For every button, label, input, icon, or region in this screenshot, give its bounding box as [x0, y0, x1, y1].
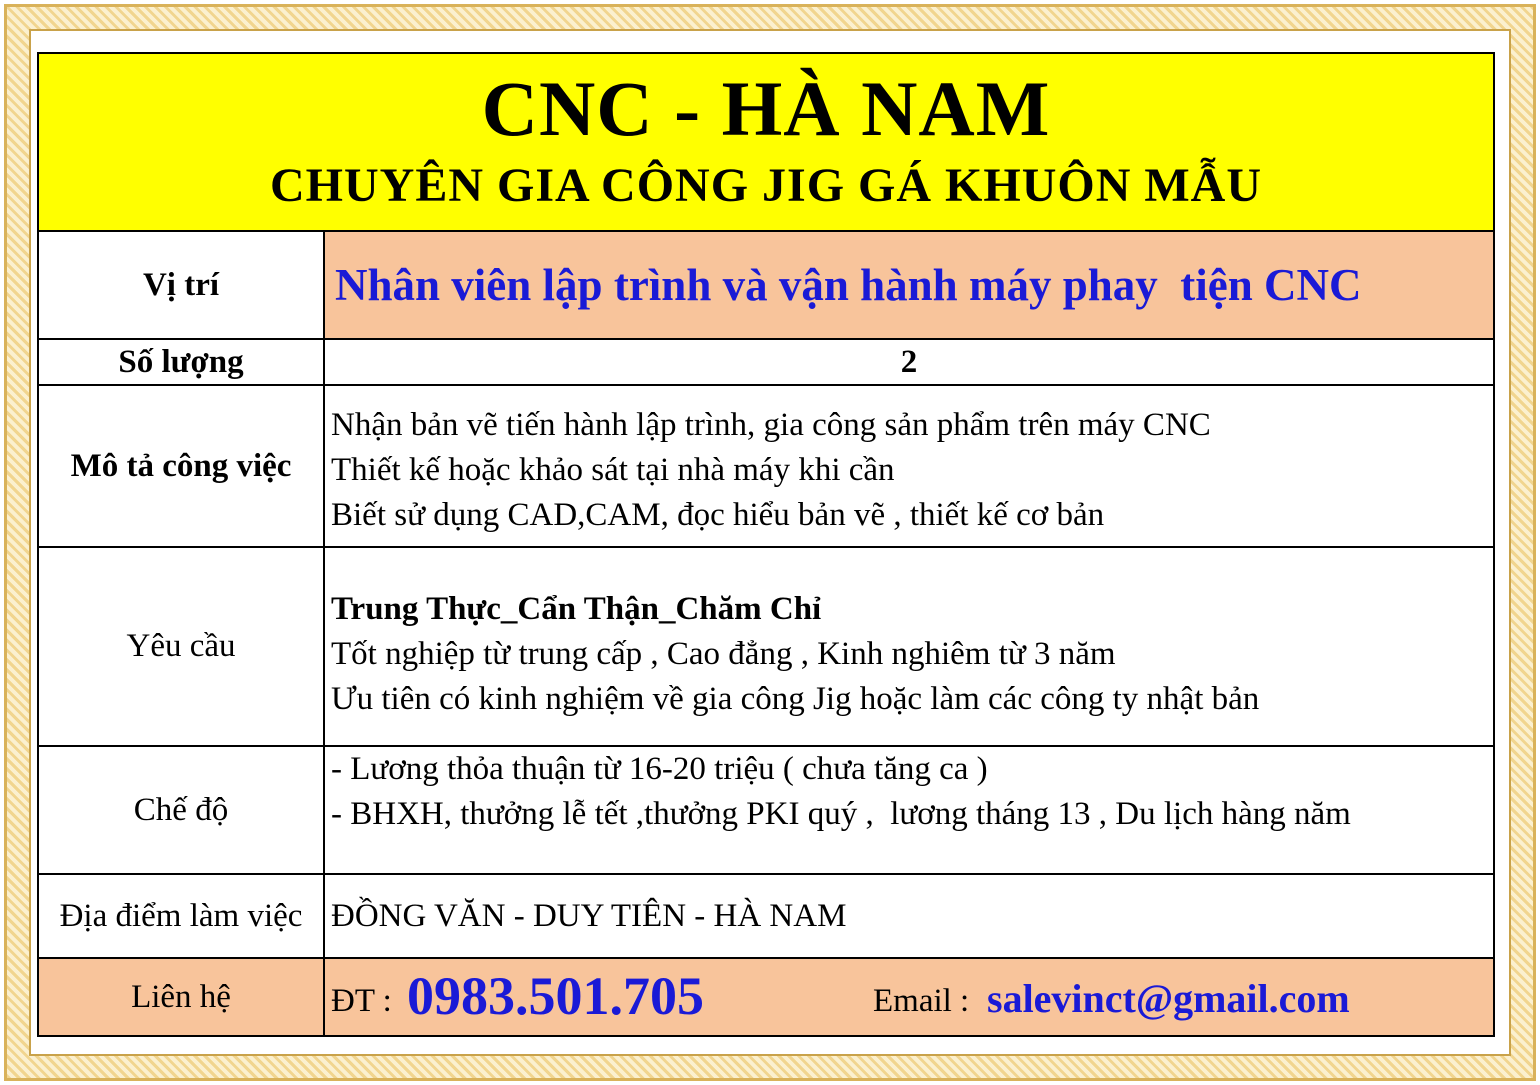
company-title: CNC - HÀ NAM: [481, 65, 1051, 152]
position-value: Nhân viên lập trình và vận hành máy phay tiện CNC: [335, 260, 1362, 310]
quantity-label: Số lượng: [39, 340, 325, 384]
header-banner: [39, 54, 1493, 232]
benefits-value-cell: [325, 747, 1493, 873]
row-description: [39, 386, 1493, 548]
row-requirements: [39, 548, 1493, 747]
location-value: ĐỒNG VĂN - DUY TIÊN - HÀ NAM: [331, 897, 847, 934]
description-line: Biết sử dụng CAD,CAM, đọc hiểu bản vẽ , thiết kế cơ bản: [331, 496, 1105, 533]
row-location: [39, 875, 1493, 959]
email-address[interactable]: salevinct@gmail.com: [987, 976, 1350, 1021]
position-value-cell: [325, 232, 1493, 338]
quantity-value: 2: [900, 343, 918, 380]
benefits-line: - Lương thỏa thuận từ 16-20 triệu ( chưa tăng ca ): [331, 751, 988, 787]
row-position: [39, 232, 1493, 340]
position-label: Vị trí: [39, 232, 325, 338]
phone-number[interactable]: 0983.501.705: [407, 966, 704, 1026]
requirements-line: Ưu tiên có kinh nghiệm về gia công Jig hoặc làm các công ty nhật bản: [331, 681, 1260, 717]
contact-label: Liên hệ: [39, 959, 325, 1035]
requirements-label: Yêu cầu: [39, 548, 325, 745]
requirements-line: Trung Thực_Cẩn Thận_Chăm Chỉ: [331, 591, 822, 627]
phone-prefix: ĐT :: [331, 983, 392, 1019]
row-benefits: [39, 747, 1493, 875]
contact-value-cell: [325, 959, 1493, 1035]
description-value-cell: [325, 386, 1493, 546]
location-value-cell: [325, 875, 1493, 957]
row-quantity: [39, 340, 1493, 386]
benefits-label: Chế độ: [39, 747, 325, 873]
description-line: Thiết kế hoặc khảo sát tại nhà máy khi cần: [331, 451, 895, 488]
email-prefix: Email :: [873, 983, 970, 1019]
company-subtitle: CHUYÊN GIA CÔNG JIG GÁ KHUÔN MẪU: [269, 159, 1263, 212]
requirements-value-cell: [325, 548, 1493, 745]
description-line: Nhận bản vẽ tiến hành lập trình, gia công sản phẩm trên máy CNC: [331, 406, 1211, 443]
job-posting-sheet: [37, 52, 1495, 1037]
location-label: Địa điểm làm việc: [39, 875, 325, 957]
description-label: Mô tả công việc: [39, 386, 325, 546]
requirements-line: Tốt nghiệp từ trung cấp , Cao đẳng , Kinh nghiêm từ 3 năm: [331, 636, 1116, 672]
quantity-value-cell: [325, 340, 1493, 384]
row-contact: [39, 959, 1493, 1035]
benefits-line: - BHXH, thưởng lễ tết ,thưởng PKI quý , lương tháng 13 , Du lịch hàng năm: [331, 796, 1351, 832]
